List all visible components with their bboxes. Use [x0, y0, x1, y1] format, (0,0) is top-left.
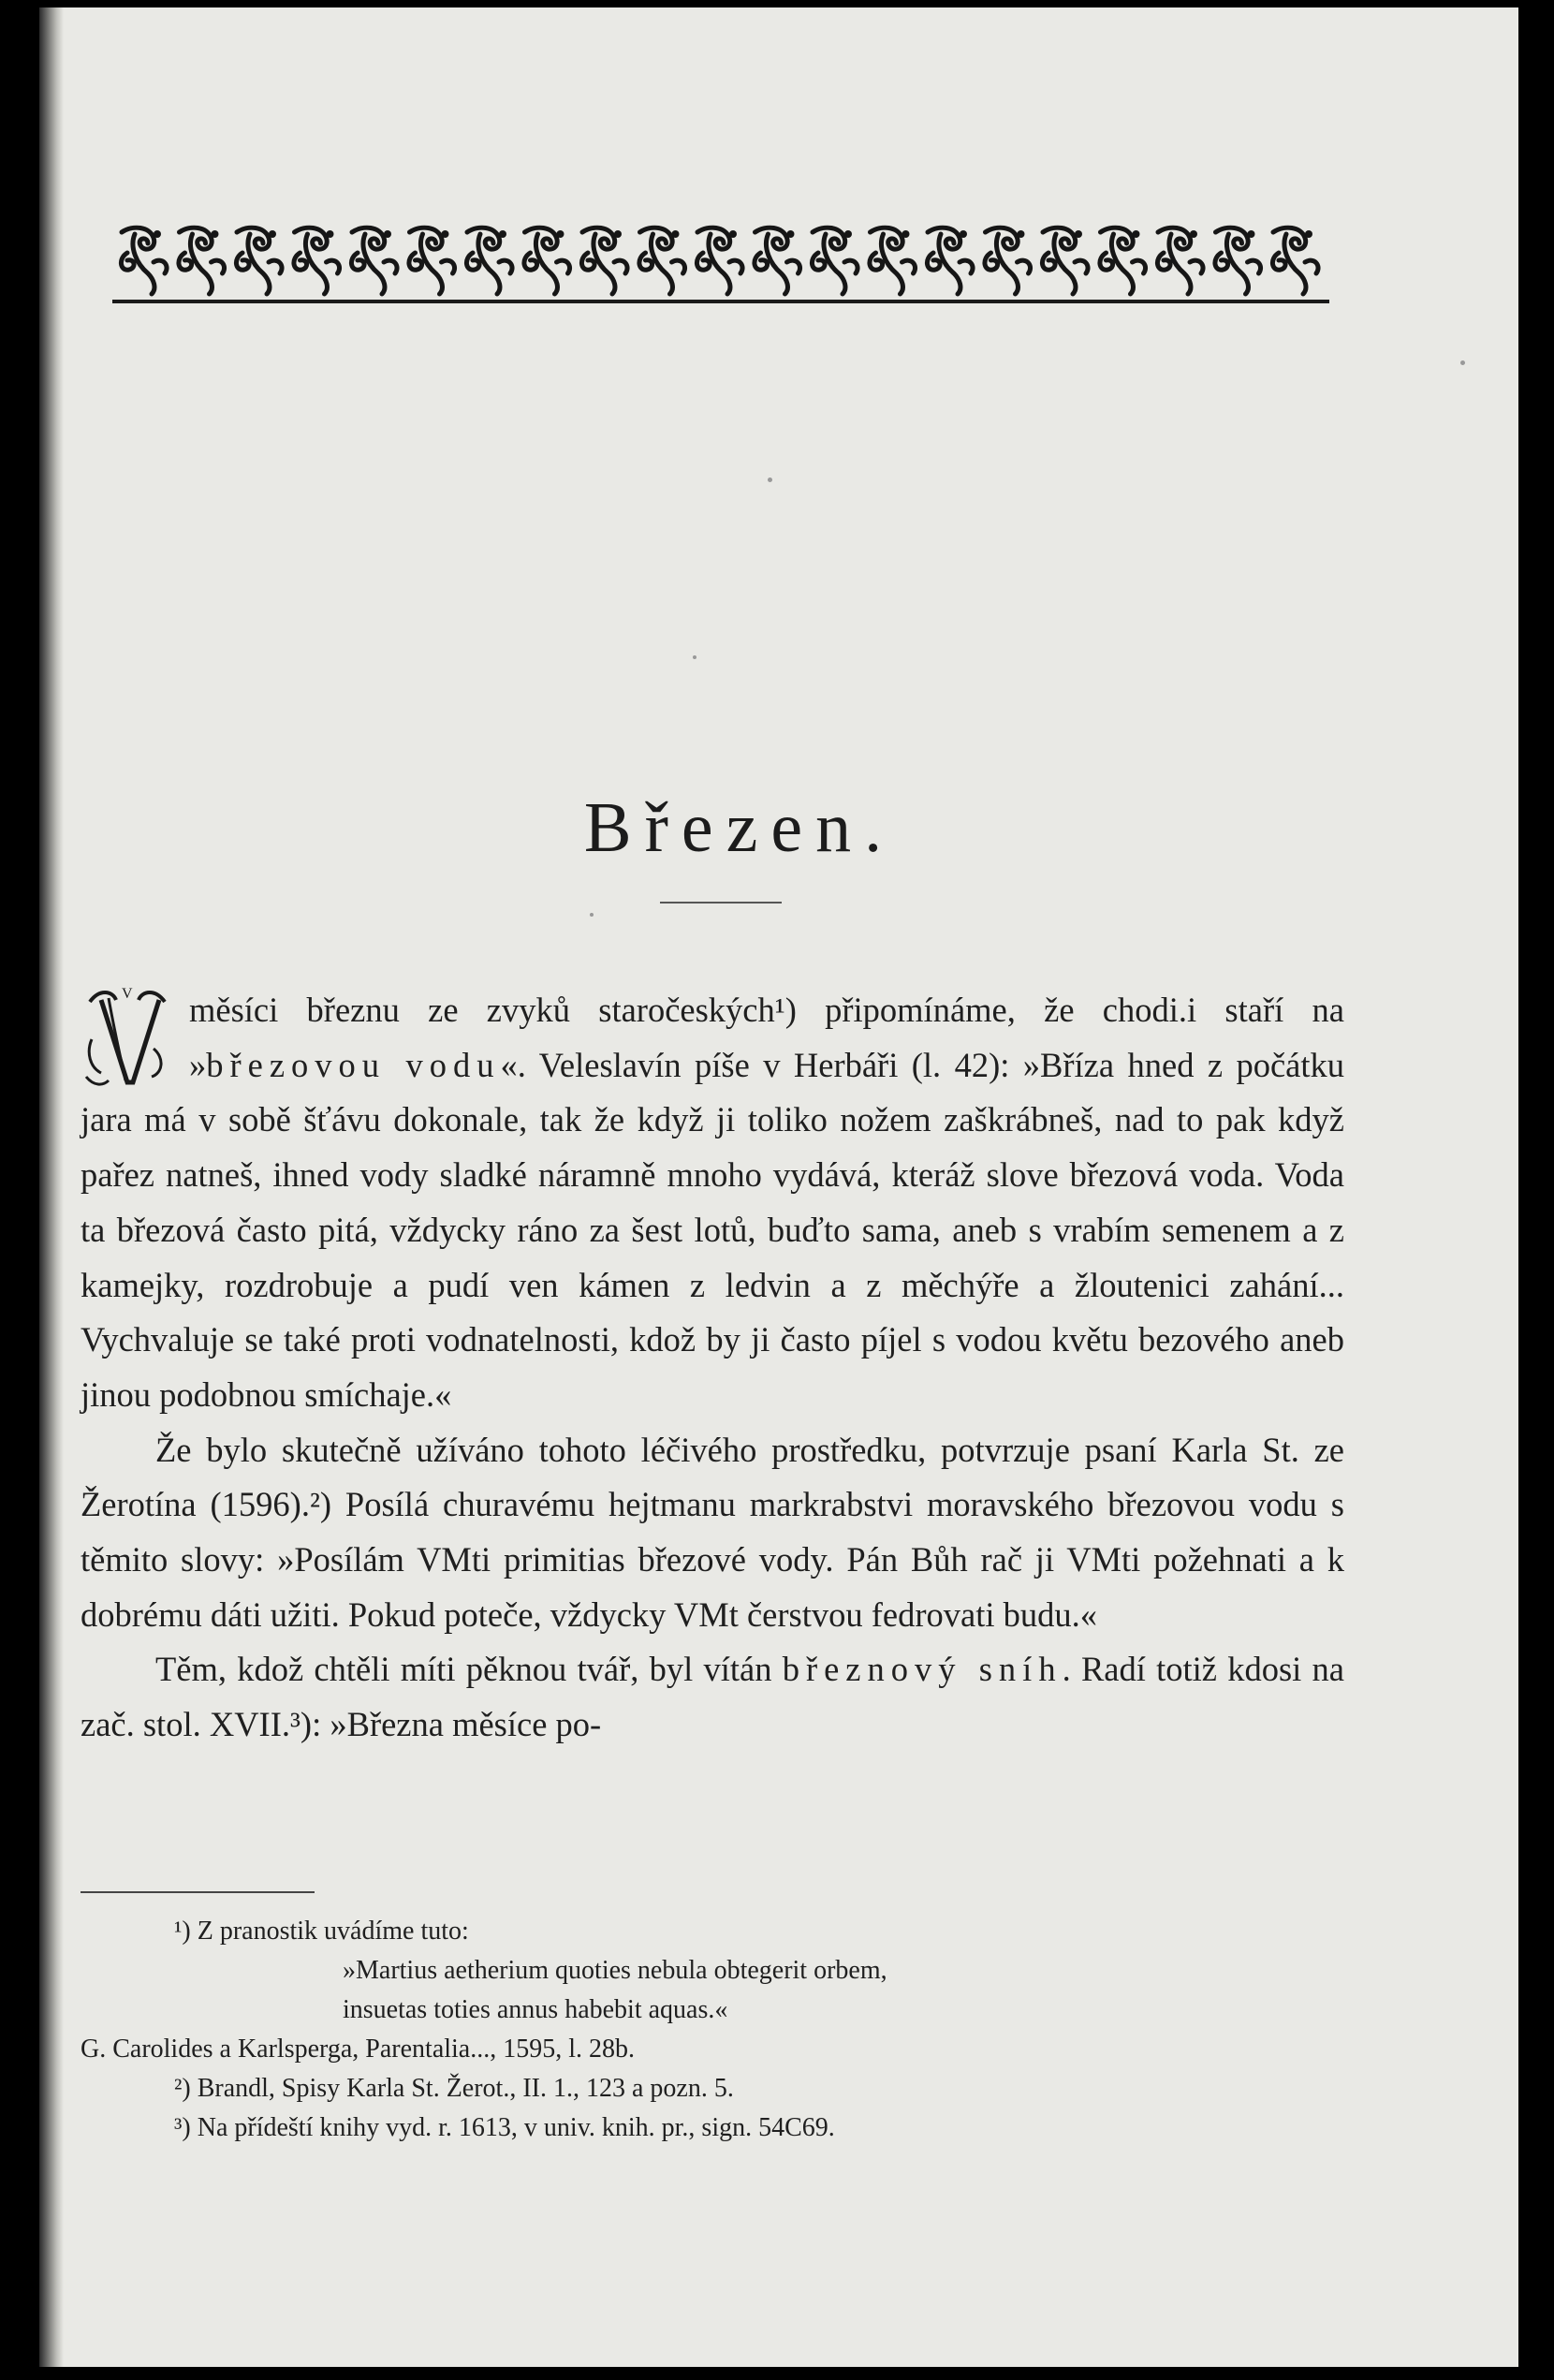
fleuron-icon — [1042, 228, 1088, 294]
footnotes — [81, 1912, 1344, 2148]
fleuron-icon — [1215, 228, 1261, 294]
fleuron-icon — [1157, 228, 1203, 294]
decorated-initial-v — [81, 983, 174, 1091]
ornament-rule — [112, 300, 1329, 303]
footnote-quote-line-1: »Martius aetherium quoties nebula obtegerit orbem, — [343, 1956, 887, 1985]
fleuron-icon — [1100, 228, 1146, 294]
fleuron-icon — [179, 228, 225, 294]
speck — [768, 477, 772, 482]
fleuron-icon — [236, 228, 282, 294]
fleuron-icon — [466, 228, 512, 294]
speck — [693, 655, 696, 659]
speck — [1460, 360, 1465, 365]
fleuron-icon — [581, 228, 627, 294]
footnote-quote-line-2: insuetas toties annus habebit aquas.« — [343, 1995, 728, 2024]
fleuron-icon — [294, 228, 340, 294]
footnote-source: G. Carolides a Karlsperga, Parentalia..., 1595, l. 28b. — [81, 2035, 636, 2064]
fleuron-icon — [870, 228, 916, 294]
fleuron-icon — [524, 228, 570, 294]
footnote-rule — [81, 1891, 315, 1893]
fleuron-icon — [812, 228, 858, 294]
fleuron-icon — [1272, 228, 1318, 294]
paragraph-3: Těm, kdož chtěli míti pěknou tvář, byl vítán březnový sníh. Radí totiž kdosi na zač. stol. XVII.³): »Března měsíce po- — [81, 1650, 1345, 1744]
title-rule — [660, 902, 782, 904]
main-text — [81, 983, 1344, 1753]
footnote-2: ²) Brandl, Spisy Karla St. Žerot., II. 1., 123 a pozn. 5. — [174, 2074, 734, 2103]
fleuron-icon — [755, 228, 800, 294]
footnote-3: ³) Na přídeští knihy vyd. r. 1613, v univ. knih. pr., sign. 54C69. — [174, 2113, 835, 2142]
chapter-title: Březen. — [583, 787, 896, 867]
paragraph-2: Že bylo skutečně užíváno tohoto léčivého prostředku, potvrzuje psaní Karla St. ze Žerotína (1596).²) Posílá churavému hejtmanu markrabstvi moravského březovou vodu s těmito slovy: »Posílám VMti primitias březové vody. Pán Bůh rač ji VMti požehnati a k dobrému dáti užiti. Pokud poteče, vždycky VMt čerstvou fedrovati budu.« — [81, 1430, 1344, 1634]
fleuron-icon — [696, 228, 742, 294]
paragraph-1: V měsíci březnu ze zvyků staročeských¹) připomínáme, že chodi.i staří na »březovou vodu«. Veleslavín píše v Herbáři (l. 42): »Bříza hned z počátku jara má v sobě šťávu dokonale, tak že když ji toliko nožem zaškrábneš, nad to pak když pařez natneš, ihned vody sladké náramně mnoho vydává, kteráž slove březová voda. Voda ta březová často pitá, vždycky ráno za šest lotů, buďto sama, aneb s vrabím semenem a z kamejky, rozdrobuje a pudí ven kámen z ledvin a z měchýře a žloutenici zahání... Vychvaluje se také proti vodnatelnosti, kdož by ji často píjel s vodou květu bezového aneb jinou podobnou smíchaje.« — [81, 983, 1344, 1423]
fleuron-border-ornament — [112, 223, 1329, 298]
speck — [590, 913, 594, 917]
footnote-1: ¹) Z pranostik uvádíme tuto: — [174, 1917, 469, 1946]
page-edge-shadow — [39, 7, 64, 2367]
fleuron-icon — [639, 228, 685, 294]
fleuron-icon — [985, 228, 1031, 294]
fleuron-icon — [351, 228, 397, 294]
fleuron-icon — [121, 228, 167, 294]
fleuron-icon — [927, 228, 973, 294]
svg-text:V: V — [122, 986, 133, 1002]
fleuron-icon — [409, 228, 455, 294]
